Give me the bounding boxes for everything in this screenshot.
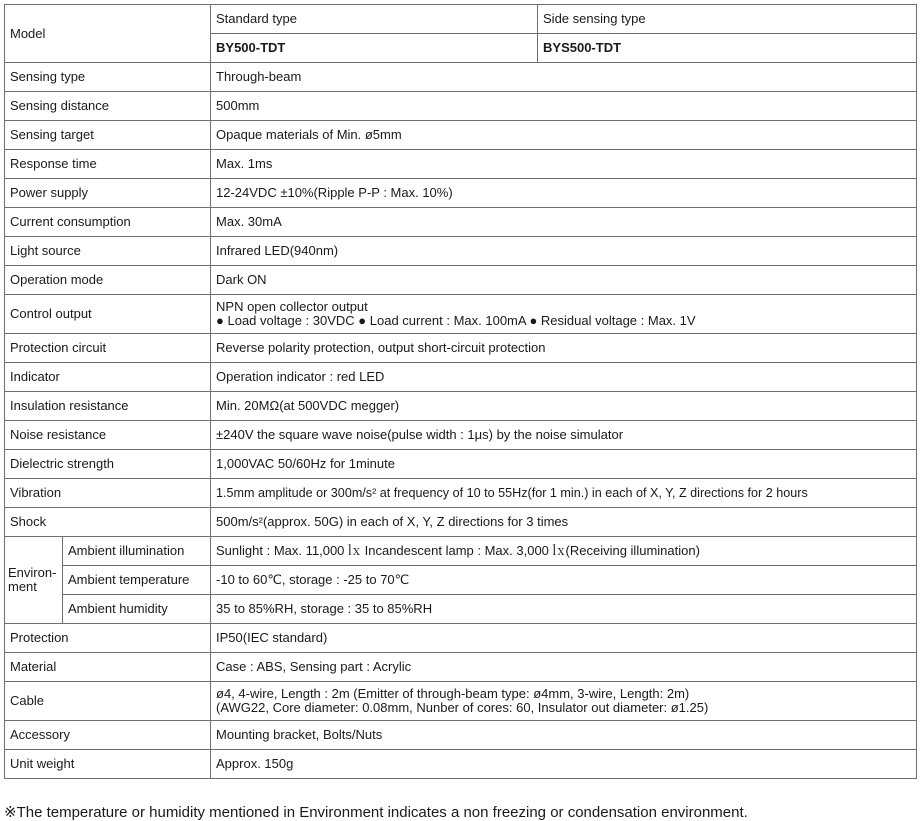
table-row xyxy=(5,479,917,508)
spec-sheet xyxy=(4,4,916,779)
row-label: Vibration xyxy=(5,479,211,508)
table-row xyxy=(5,5,917,34)
row-label: Control output xyxy=(5,295,211,334)
control-output-line-1: NPN open collector output xyxy=(216,299,368,314)
row-value: 35 to 85%RH, storage : 35 to 85%RH xyxy=(211,595,917,624)
row-value: 500m/s²(approx. 50G) in each of X, Y, Z directions for 3 times xyxy=(211,508,917,537)
row-label: Protection xyxy=(5,624,211,653)
environment-label: Environ- ment xyxy=(5,537,63,624)
row-value: Max. 1ms xyxy=(211,150,917,179)
table-row xyxy=(5,334,917,363)
row-value: Max. 30mA xyxy=(211,208,917,237)
table-row xyxy=(5,63,917,92)
table-row xyxy=(5,179,917,208)
row-value: 1,000VAC 50/60Hz for 1minute xyxy=(211,450,917,479)
row-label: Current consumption xyxy=(5,208,211,237)
table-row xyxy=(5,450,917,479)
row-value xyxy=(211,295,917,334)
table-row xyxy=(5,363,917,392)
model-standard-value: BY500-TDT xyxy=(211,34,538,63)
row-sublabel: Ambient illumination xyxy=(63,537,211,566)
row-value: 12-24VDC ±10%(Ripple P-P : Max. 10%) xyxy=(211,179,917,208)
row-value: Min. 20MΩ(at 500VDC megger) xyxy=(211,392,917,421)
row-label: Indicator xyxy=(5,363,211,392)
row-label: Response time xyxy=(5,150,211,179)
table-row xyxy=(5,566,917,595)
row-label: Protection circuit xyxy=(5,334,211,363)
row-value: Approx. 150g xyxy=(211,750,917,779)
cable-line-2: (AWG22, Core diameter: 0.08mm, Nunber of cores: 60, Insulator out diameter: ø1.25) xyxy=(216,700,709,715)
row-value: Infrared LED(940nm) xyxy=(211,237,917,266)
row-value: Operation indicator : red LED xyxy=(211,363,917,392)
table-row xyxy=(5,92,917,121)
row-label: Shock xyxy=(5,508,211,537)
row-value: ±240V the square wave noise(pulse width : 1μs) by the noise simulator xyxy=(211,421,917,450)
control-output-line-2: ● Load voltage : 30VDC ● Load current : Max. 100mA ● Residual voltage : Max. 1V xyxy=(216,313,696,328)
row-label: Accessory xyxy=(5,721,211,750)
row-value: 1.5mm amplitude or 300m/s² at frequency of 10 to 55Hz(for 1 min.) in each of X, Y, Z directions for 2 hours xyxy=(211,479,917,508)
row-value: IP50(IEC standard) xyxy=(211,624,917,653)
table-row xyxy=(5,237,917,266)
standard-type-header: Standard type xyxy=(211,5,538,34)
cable-line-1: ø4, 4-wire, Length : 2m (Emitter of through-beam type: ø4mm, 3-wire, Length: 2m) xyxy=(216,686,690,701)
row-label: Dielectric strength xyxy=(5,450,211,479)
table-row xyxy=(5,208,917,237)
row-label: Light source xyxy=(5,237,211,266)
table-row xyxy=(5,682,917,721)
row-value: Dark ON xyxy=(211,266,917,295)
row-label: Sensing target xyxy=(5,121,211,150)
specification-table xyxy=(4,4,917,779)
row-label: Noise resistance xyxy=(5,421,211,450)
model-side-value: BYS500-TDT xyxy=(538,34,917,63)
row-label: Power supply xyxy=(5,179,211,208)
row-label: Insulation resistance xyxy=(5,392,211,421)
row-sublabel: Ambient temperature xyxy=(63,566,211,595)
table-row xyxy=(5,750,917,779)
row-value xyxy=(211,682,917,721)
table-row xyxy=(5,537,917,566)
row-value: Through-beam xyxy=(211,63,917,92)
row-label: Cable xyxy=(5,682,211,721)
model-label: Model xyxy=(5,5,211,63)
row-value: 500mm xyxy=(211,92,917,121)
table-row xyxy=(5,295,917,334)
footnote: ※The temperature or humidity mentioned in Environment indicates a non freezing or condensation environment. xyxy=(4,804,748,821)
table-row xyxy=(5,653,917,682)
table-row xyxy=(5,624,917,653)
table-row xyxy=(5,508,917,537)
table-row xyxy=(5,721,917,750)
row-value: Sunlight : Max. 11,000 ㏓ Incandescent lamp : Max. 3,000 ㏓(Receiving illumination) xyxy=(211,537,917,566)
row-value: Mounting bracket, Bolts/Nuts xyxy=(211,721,917,750)
row-sublabel: Ambient humidity xyxy=(63,595,211,624)
table-row xyxy=(5,266,917,295)
row-label: Operation mode xyxy=(5,266,211,295)
row-label: Sensing distance xyxy=(5,92,211,121)
row-label: Unit weight xyxy=(5,750,211,779)
table-row xyxy=(5,121,917,150)
row-label: Sensing type xyxy=(5,63,211,92)
row-label: Material xyxy=(5,653,211,682)
side-sensing-type-header: Side sensing type xyxy=(538,5,917,34)
table-row xyxy=(5,150,917,179)
row-value: Opaque materials of Min. ø5mm xyxy=(211,121,917,150)
table-row xyxy=(5,421,917,450)
table-row xyxy=(5,595,917,624)
row-value: -10 to 60℃, storage : -25 to 70℃ xyxy=(211,566,917,595)
row-value: Reverse polarity protection, output short-circuit protection xyxy=(211,334,917,363)
row-value: Case : ABS, Sensing part : Acrylic xyxy=(211,653,917,682)
table-row xyxy=(5,392,917,421)
